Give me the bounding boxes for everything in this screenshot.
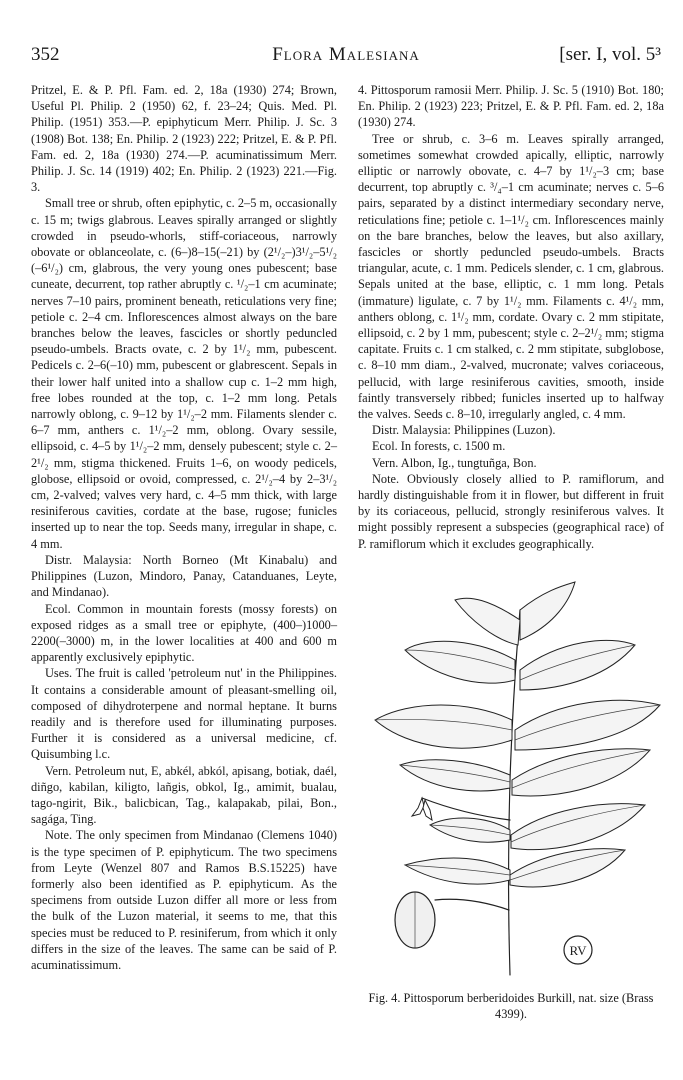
leaf <box>520 640 635 690</box>
svg-text:RV: RV <box>569 943 587 958</box>
botanical-drawing <box>360 580 665 980</box>
leaf <box>511 804 645 850</box>
distribution-paragraph: Distr. Malaysia: Philippines (Luzon). <box>372 423 556 438</box>
leaf <box>375 705 512 748</box>
leaf <box>510 849 625 887</box>
vernacular-paragraph: Vern. Petroleum nut, E, abkél, abkól, apisang, botiak, daél, diñgo, kabilan, kiligto, lañgis, obkol, Ig., amimit, bualau, tago-ngirit, Bik., balicbican, Tag., kalapakab, pilai, Bon., sagága, Ting. <box>31 763 337 827</box>
references-paragraph: Pritzel, E. & P. Pfl. Fam. ed. 2, 18a (1930) 274; Brown, Useful Pl. Philip. 2 (1950) 62, f. 23–24; Quis. Med. Pl. Philip. (1951) 353.—P. epiphyticum Merr. Philip. J. Sc. 3 (1908) Bot. 138; En. Philip. 2 (1923) 222; Pritzel, E. & P. Pfl. Fam. ed. 2, 18a (1930) 274.—P. acuminatissimum Merr. Philip. J. Sc. 14 (1919) 402; En. Philip. 2 (1923) 221.—Fig. 3. <box>31 83 337 195</box>
note-paragraph: Note. The only specimen from Mindanao (Clemens 1040) is the type specimen of P. epiphyticum. The two specimens from Leyte (Wenzel 807 and Ramos B.S.15225) have formerly also been identified as P. epiphyticum. As the specimens from outside Luzon differ all more or less from the bulk of the Luzon material, it seems to me, that this species must be reduced to P. resiniferum, from which it only differs in the size of the leaves. The same can be said of P. acuminatissimum. <box>31 828 337 972</box>
flower <box>423 800 432 820</box>
leaf <box>400 760 510 791</box>
leaf <box>512 749 650 796</box>
flower <box>412 798 424 816</box>
leaf <box>405 858 510 884</box>
species-heading: 4. Pittosporum ramosii Merr. Philip. J. Sc. 5 (1910) Bot. 180; En. Philip. 2 (1923) 223; Pritzel, E. & P. Pfl. Fam. ed. 2, 18a (1930) 274. <box>358 83 664 130</box>
page-header <box>31 44 661 70</box>
leaf <box>520 582 575 640</box>
fruit-branch <box>435 899 509 910</box>
note-paragraph: Note. Obviously closely allied to P. ramiflorum, and hardly distinguishable from it in flower, but different in fruit by its coriaceous, pellucid, strongly resiniferous valves. It might possibly represent a subspecies (geographical race) of P. ramiflorum which it excludes geographically. <box>358 471 664 551</box>
leaf <box>455 598 520 645</box>
flower-branch <box>422 798 510 820</box>
ecology-paragraph: Ecol. In forests, c. 1500 m. <box>372 439 506 454</box>
right-column <box>358 82 664 552</box>
running-title: Flora Malesiana <box>272 44 420 65</box>
plant-illustration <box>360 580 665 980</box>
uses-paragraph: Uses. The fruit is called 'petroleum nut' in the Philippines. It contains a considerable amount of pleasant-smelling oil, composed of dihydroterpene and normal heptane. It burns readily and is therefore used for illuminating purposes. Further it is considered as a universal medicine, cf. Quisumbing l.c. <box>31 666 337 762</box>
description-paragraph: Small tree or shrub, often epiphytic, c. 2–5 m, occasionally c. 15 m; twigs glabrous. Leaves spirally arranged or slightly crowded in pseudo-whorls, stiff-coriaceous, narrowly obovate or oblanceolate, c. (6–)8–15(–21) by (2¹/₂–)3¹/₂–5¹/₂ (–6¹/₂) cm, glabrous, the very young ones pubescent; base cuneate, decurrent, top rather abruptly c. ¹/₂–1 cm acuminate; nerves 7–10 pairs, prominent beneath, reticulations very fine; petiole c. 2–4 cm. Inflorescences almost always on the bare branches below the leaves, fascicles or shortly peduncled pseudo-umbels. Bracts ovate, c. 2 by 1¹/₂ mm, pubescent. Pedicels c. 2–6(–10) mm, pubescent or glabrescent. Sepals in their lower half united into a shallow cup c. 1–2 mm high, free lobes rounded at the top, c. 1–2 mm long. Petals narrowly oblong, c. 9–12 by 1¹/₂–2 mm. Filaments slender c. 6–7 mm, anthers c. 1¹/₂–2 mm, oblong. Ovary sessile, ellipsoid, c. 4–5 by 1¹/₂–2 mm, densely pubescent; style c. 2–2¹/₂ mm, stigma thickened. Fruits 1–6, on woody pedicels, globose, ellipsoid or ovoid, compressed, c. 2¹/₂–4 by 2–3¹/₂ cm, 2-valved; valves very hard, c. 4–5 mm thick, with large resiniferous cavities, cordate at the base, rugose; funicles inserted up to near the top. Seeds many, irregular in shape, c. 4 mm. <box>31 196 337 551</box>
ecology-paragraph: Ecol. Common in mountain forests (mossy forests) on exposed ridges as a small tree or epiphyte, (400–)1000–2200(–3000) m, in the lower localities at 400 and 600 m apparently exclusively epiphytic. <box>31 601 337 665</box>
leaf <box>430 818 510 842</box>
vernacular-paragraph: Vern. Albon, Ig., tungtuñga, Bon. <box>372 455 537 470</box>
description-paragraph: Tree or shrub, c. 3–6 m. Leaves spirally arranged, sometimes somewhat crowded apically, elliptic, narrowly elliptic or narrowly obovate, c. 4–7 by 1¹/₂–3 cm; base decurrent, top abruptly c. ³/₄–1 cm acuminate; nerves c. 5–6 pairs, separated by a distinct intermediary secondary nerve, reticulations fine; petiole c. 1–1¹/₂ cm. Inflorescences mainly on the bare branches, below the leaves, but also axillary, fascicles or shortly peduncled pseudo-umbels. Bracts triangular, acute, c. 1 mm. Pedicels slender, c. 1 cm, glabrous. Sepals united at the base, elliptic, c. 1 mm long. Petals (immature) ligulate, c. 7 by 1¹/₂ mm. Filaments c. 4¹/₂ mm, anthers oblong, c. 1¹/₂ mm, cordate. Ovary c. 2 mm stipitate, ellipsoid, c. 2 by 1 mm, pubescent; style c. 2–2¹/₂ mm; stigma capitate. Fruits c. 1 cm stalked, c. 2 mm stipitate, subglobose, c. 8–10 mm diam., 2-valved, mucronate; valves coriaceous, pellucid, with large resiniferous cavities, smooth, inside faintly transversely ribbed; funicles inserted up to halfway the valves. Seeds c. 8–10, irregularly angled, c. 4 mm. <box>358 131 664 422</box>
series-volume: [ser. I, vol. 5³ <box>559 44 661 65</box>
illustrator-monogram <box>564 936 592 964</box>
figure-caption: Fig. 4. Pittosporum berberidoides Burkill, nat. size (Brass 4399). <box>368 991 654 1022</box>
left-column <box>31 82 337 973</box>
leaf <box>405 641 515 683</box>
distribution-paragraph: Distr. Malaysia: North Borneo (Mt Kinabalu) and Philippines (Luzon, Mindoro, Panay, Catanduanes, Leyte, and Mindanao). <box>31 552 337 600</box>
page-number: 352 <box>31 44 60 65</box>
